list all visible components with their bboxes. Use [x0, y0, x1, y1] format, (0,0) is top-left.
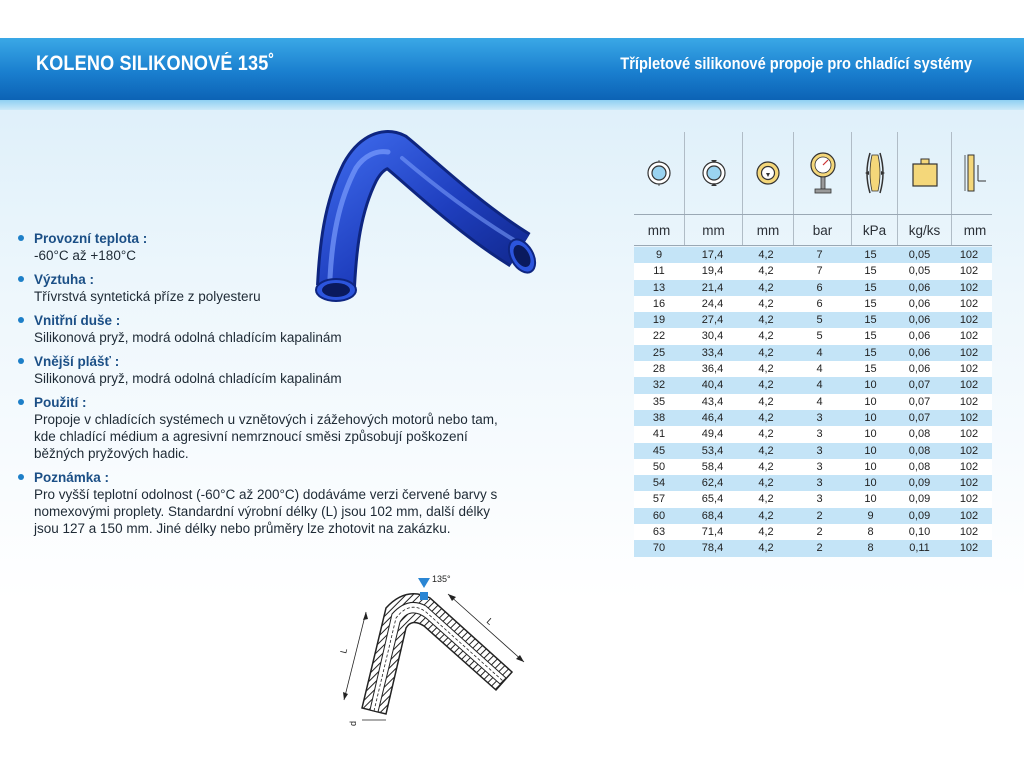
apex-marker	[420, 592, 428, 600]
inner-diameter-icon	[634, 132, 685, 214]
table-cell: 102	[959, 477, 979, 490]
table-cell: 102	[959, 297, 979, 310]
property-label: Použití :	[34, 395, 87, 410]
unit-header: bar	[794, 215, 852, 245]
table-cell: 53,4	[701, 444, 724, 457]
table-cell: 63	[652, 526, 666, 539]
table-row	[634, 508, 992, 524]
unit-header: mm	[685, 215, 743, 245]
table-cell: 0,07	[908, 395, 931, 408]
table-cell: 102	[959, 395, 979, 408]
table-row	[634, 312, 992, 328]
table-cell: 9	[655, 249, 663, 261]
table-cell: 0,11	[909, 542, 930, 555]
property-label: Poznámka :	[34, 470, 110, 485]
property-outer-cover	[16, 353, 576, 387]
table-cell: 17,4	[701, 249, 724, 261]
table-cell: 4,2	[758, 460, 774, 473]
table-cell: 4,2	[758, 477, 774, 490]
table-cell: 78,4	[701, 542, 724, 555]
table-cell: 15	[864, 265, 877, 278]
table-cell: 102	[959, 281, 979, 294]
table-cell: 46,4	[701, 411, 724, 424]
table-cell: 71,4	[701, 526, 724, 539]
table-cell: 22	[652, 330, 666, 343]
outer-diameter-icon	[685, 132, 743, 214]
table-cell: 0,06	[908, 314, 931, 327]
table-cell: 2	[816, 542, 823, 555]
table-cell: 36,4	[701, 363, 724, 376]
table-cell: 68,4	[701, 509, 724, 522]
property-text: kde chladící médium a agresivní nemrznoucí směsi způsobují poškození	[34, 429, 468, 444]
property-text: -60°C až +180°C	[34, 248, 136, 263]
table-cell: 4,2	[758, 265, 774, 278]
diameter-label: d	[348, 720, 358, 726]
table-cell: 50	[652, 460, 666, 473]
table-body	[634, 247, 992, 557]
table-cell: 102	[959, 542, 979, 555]
bullet-icon	[18, 317, 24, 323]
angle-label: 135°	[432, 574, 451, 584]
bullet-icon	[18, 474, 24, 480]
table-cell: 9	[867, 509, 874, 522]
table-row	[634, 247, 992, 263]
table-cell: 4,2	[758, 363, 774, 376]
table-cell: 15	[864, 314, 877, 327]
table-cell: 0,06	[908, 281, 931, 294]
property-text: běžných pryžových hadic.	[34, 446, 189, 461]
table-cell: 8	[867, 526, 874, 539]
table-cell: 6	[816, 281, 823, 294]
table-cell: 4,2	[758, 281, 774, 294]
header-stripe	[0, 100, 1024, 110]
table-cell: 3	[816, 477, 823, 490]
table-row	[634, 328, 992, 344]
property-label: Výztuha :	[34, 272, 95, 287]
table-cell: 102	[959, 493, 979, 506]
table-row	[634, 524, 992, 540]
table-cell: 11	[653, 265, 665, 278]
bullet-icon	[18, 358, 24, 364]
table-cell: 0,07	[908, 379, 931, 392]
table-cell: 30,4	[701, 330, 724, 343]
table-cell: 4	[816, 363, 823, 376]
table-cell: 4,2	[758, 330, 774, 343]
table-cell: 2	[816, 526, 823, 539]
table-row	[634, 475, 992, 491]
table-cell: 49,4	[701, 428, 724, 441]
table-cell: 4,2	[758, 444, 774, 457]
table-cell: 102	[959, 330, 979, 343]
table-cell: 102	[959, 314, 979, 327]
table-cell: 13	[652, 281, 666, 294]
table-row	[634, 377, 992, 393]
table-cell: 3	[816, 493, 823, 506]
table-cell: 0,09	[908, 509, 931, 522]
burst-pressure-icon	[852, 132, 898, 214]
table-cell: 38	[652, 411, 666, 424]
table-cell: 7	[816, 265, 823, 278]
table-cell: 0,06	[908, 363, 931, 376]
table-row	[634, 263, 992, 279]
table-cell: 21,4	[701, 281, 724, 294]
property-note	[16, 469, 576, 537]
table-cell: 0,09	[908, 493, 931, 506]
table-cell: 16	[652, 297, 666, 310]
table-cell: 19,4	[701, 265, 724, 278]
table-row	[634, 361, 992, 377]
table-cell: 102	[959, 509, 979, 522]
table-cell: 4,2	[758, 314, 774, 327]
table-row	[634, 426, 992, 442]
table-cell: 3	[816, 444, 823, 457]
table-cell: 10	[864, 379, 877, 392]
table-cell: 0,09	[908, 477, 931, 490]
table-cell: 10	[864, 460, 877, 473]
property-usage	[16, 394, 576, 462]
table-cell: 7	[816, 249, 823, 261]
table-cell: 102	[959, 346, 979, 359]
table-cell: 0,05	[908, 249, 931, 261]
table-cell: 102	[959, 444, 979, 457]
table-units-row	[634, 215, 992, 246]
property-text: Silikonová pryž, modrá odolná chladícím kapalinám	[34, 371, 342, 386]
property-label: Provozní teplota :	[34, 231, 148, 246]
property-inner-tube	[16, 312, 576, 346]
table-row	[634, 394, 992, 410]
table-cell: 25	[652, 346, 666, 359]
table-row	[634, 540, 992, 556]
unit-header: kPa	[852, 215, 898, 245]
unit-header: mm	[963, 222, 987, 238]
angle-arrow-icon	[418, 578, 430, 588]
table-cell: 10	[864, 493, 877, 506]
table-cell: 10	[864, 477, 877, 490]
table-cell: 3	[816, 460, 823, 473]
table-cell: 4,2	[758, 493, 774, 506]
table-cell: 58,4	[701, 460, 724, 473]
table-cell: 35	[652, 395, 666, 408]
unit-header: kg/ks	[898, 215, 952, 245]
table-cell: 8	[867, 542, 874, 555]
table-cell: 4,2	[758, 411, 774, 424]
table-cell: 4,2	[758, 297, 774, 310]
table-cell: 15	[864, 330, 877, 343]
table-cell: 4	[816, 379, 823, 392]
table-cell: 0,10	[908, 526, 931, 539]
table-cell: 65,4	[701, 493, 724, 506]
table-cell: 0,05	[908, 265, 931, 278]
table-cell: 2	[816, 509, 823, 522]
property-text: Pro vyšší teplotní odolnost (-60°C až 200°C) dodáváme verzi červené barvy s	[34, 487, 498, 502]
table-cell: 15	[864, 363, 877, 376]
weight-icon	[898, 132, 952, 214]
property-text: Třívrstvá syntetická příze z polyesteru	[34, 289, 261, 304]
pressure-gauge-icon	[794, 132, 852, 214]
table-row	[634, 443, 992, 459]
table-cell: 24,4	[701, 297, 724, 310]
table-row	[634, 280, 992, 296]
table-cell: 33,4	[701, 346, 724, 359]
table-cell: 102	[959, 363, 979, 376]
table-cell: 4,2	[758, 428, 774, 441]
table-cell: 10	[864, 444, 877, 457]
table-cell: 62,4	[701, 477, 724, 490]
table-cell: 15	[864, 281, 877, 294]
table-cell: 3	[816, 428, 823, 441]
table-cell: 4,2	[758, 346, 774, 359]
table-cell: 0,07	[908, 411, 931, 424]
table-cell: 102	[959, 379, 979, 392]
bullet-icon	[18, 276, 24, 282]
table-cell: 45	[652, 444, 666, 457]
table-cell: 15	[864, 346, 877, 359]
table-row	[634, 345, 992, 361]
wall-thickness-icon	[743, 132, 794, 214]
table-cell: 4,2	[758, 395, 774, 408]
length-label-right: L	[484, 616, 496, 627]
table-row	[634, 491, 992, 507]
table-cell: 60	[652, 509, 666, 522]
table-cell: 4	[816, 395, 823, 408]
table-cell: 0,06	[908, 297, 931, 310]
table-cell: 102	[959, 526, 979, 539]
unit-header: mm	[634, 215, 685, 245]
table-cell: 3	[816, 411, 823, 424]
elbow-cross-section-diagram	[326, 568, 536, 728]
table-icon-header	[634, 132, 992, 215]
table-cell: 102	[959, 411, 979, 424]
spec-table	[634, 132, 992, 557]
table-cell: 27,4	[701, 314, 724, 327]
property-text: Propoje v chladících systémech u vznětových i zážehových motorů nebo tam,	[34, 412, 498, 427]
property-text: nomexovými proplety. Standardní výrobní délky (L) jsou 102 mm, další délky	[34, 504, 490, 519]
table-cell: 70	[652, 542, 666, 555]
table-cell: 28	[652, 363, 666, 376]
table-cell: 0,06	[908, 346, 931, 359]
table-cell: 102	[959, 460, 979, 473]
table-cell: 0,06	[908, 330, 931, 343]
properties-list	[16, 230, 576, 544]
table-cell: 5	[816, 314, 823, 327]
table-cell: 102	[959, 249, 979, 261]
table-cell: 4,2	[758, 379, 774, 392]
table-cell: 19	[652, 314, 666, 327]
table-cell: 57	[652, 493, 666, 506]
table-cell: 4,2	[758, 542, 774, 555]
table-cell: 102	[959, 265, 979, 278]
table-cell: 4	[816, 346, 823, 359]
table-cell: 15	[864, 297, 877, 310]
table-cell: 15	[864, 249, 877, 261]
page-subtitle: Třípletové silikonové propoje pro chladící systémy	[620, 54, 972, 73]
property-text: jsou 127 a 150 mm. Jiné délky nebo průměry lze zhotovit na zakázku.	[34, 521, 451, 536]
table-cell: 0,08	[908, 428, 931, 441]
property-text: Silikonová pryž, modrá odolná chladícím kapalinám	[34, 330, 342, 345]
table-cell: 32	[652, 379, 666, 392]
table-cell: 5	[816, 330, 823, 343]
page-title: KOLENO SILIKONOVÉ 135˚	[36, 52, 275, 75]
table-cell: 41	[652, 428, 666, 441]
property-operating-temperature	[16, 230, 576, 264]
table-cell: 54	[652, 477, 666, 490]
bullet-icon	[18, 235, 24, 241]
length-label-left: L	[338, 647, 350, 655]
property-label: Vnější plášť :	[34, 354, 120, 369]
table-row	[634, 459, 992, 475]
table-cell: 10	[864, 395, 877, 408]
table-cell: 6	[816, 297, 823, 310]
table-cell: 0,08	[908, 460, 931, 473]
table-cell: 43,4	[701, 395, 724, 408]
table-cell: 10	[864, 411, 877, 424]
unit-header: mm	[743, 215, 794, 245]
property-label: Vnitřní duše :	[34, 313, 121, 328]
table-cell: 102	[959, 428, 979, 441]
table-cell: 0,08	[908, 444, 931, 457]
length-icon	[952, 132, 998, 214]
table-cell: 4,2	[758, 526, 774, 539]
table-cell: 4,2	[758, 249, 774, 261]
table-cell: 40,4	[701, 379, 724, 392]
table-cell: 4,2	[758, 509, 774, 522]
table-row	[634, 296, 992, 312]
table-row	[634, 410, 992, 426]
bullet-icon	[18, 399, 24, 405]
table-cell: 10	[864, 428, 877, 441]
property-reinforcement	[16, 271, 576, 305]
